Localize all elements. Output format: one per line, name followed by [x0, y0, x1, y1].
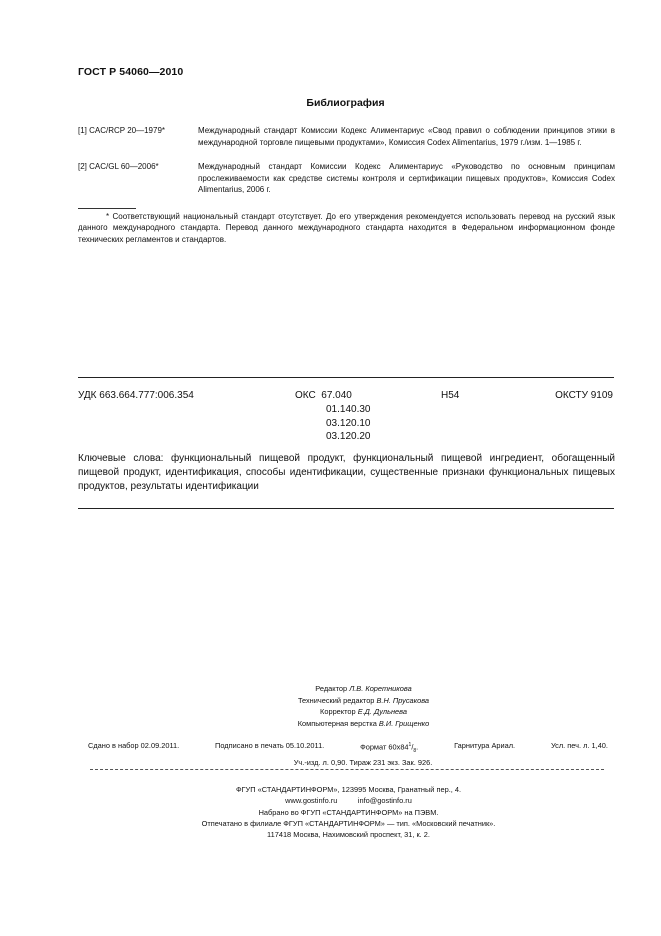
group-code: Н54 [441, 390, 460, 401]
footnote: * Соответствующий национальный стандарт отсутствует. До его утверждения рекомендуется использовать перевод на русский язык данного международного стандарта. Перевод данного международного стандарта находится в Федеральном информационном фонде технических регламентов и стандартов. [78, 212, 615, 244]
oks-label [295, 389, 352, 403]
imprint-submitted: Сдано в набор 02.09.2011. [88, 741, 180, 750]
bibliography-entry [78, 161, 615, 196]
reference-text: Международный стандарт Комиссии Кодекс Алиментариус «Руководство по основным принципам прослеживаемости как средстве системы контроля и сертификации пищевых продуктов», Комиссия Codex Alimentarius, 2006 г. [198, 162, 615, 195]
dashed-divider [90, 769, 604, 770]
credit-role: Компьютерная верстка [297, 718, 377, 728]
bibliography-title: Библиография [306, 97, 385, 109]
oks-code: 01.140.30 [326, 404, 371, 415]
oks-codes-list [326, 403, 371, 444]
publisher-line: ФГУП «СТАНДАРТИНФОРМ», 123995 Москва, Гранатный пер., 4. [235, 785, 462, 794]
reference-text: Международный стандарт Комиссии Кодекс Алиментариус «Свод правил о соблюдении принципов этики в международной торговле пищевыми продуктами», Комиссия Codex Alimentarius, 1979 г./изм. 1—1985 г. [198, 126, 615, 147]
credit-role: Технический редактор [297, 695, 375, 705]
okstu-code: ОКСТУ 9109 [555, 390, 613, 401]
publisher-line: Набрано во ФГУП «СТАНДАРТИНФОРМ» на ПЭВМ. [258, 807, 439, 817]
credit-name: В.Н. Прусакова [376, 695, 430, 705]
format-numerator: 1 [408, 742, 412, 748]
imprint-font: Гарнитура Ариал. [454, 741, 516, 750]
udk-code: УДК 663.664.777:006.354 [78, 390, 194, 401]
imprint-signed: Подписано в печать 05.10.2011. [215, 741, 325, 750]
keywords: Ключевые слова: функциональный пищевой продукт, функциональный пищевой ингредиент, обогащенный пищевой продукт, идентификация, способы идентификации, существенные признаки функциональных пищевых продуктов, результаты идентификации [78, 453, 615, 493]
format-denominator: 8 [413, 747, 417, 754]
publisher-block [0, 784, 661, 840]
format-suffix: . [416, 742, 419, 752]
divider-line [78, 508, 614, 509]
oks-code: 03.120.10 [326, 417, 371, 429]
reference-code: [1] CAC/RCP 20—1979* [78, 126, 166, 135]
credit-line [66, 706, 661, 718]
oks-code: 03.120.20 [326, 431, 371, 442]
imprint-block [88, 740, 608, 768]
credit-line [66, 683, 661, 695]
bibliography-entry [78, 125, 615, 148]
credit-line [66, 718, 661, 730]
credit-name: Л.В. Коретникова [349, 684, 412, 693]
credit-name: В.И. Грищенко [378, 718, 430, 728]
reference-code: [2] CAC/GL 60—2006* [78, 162, 159, 171]
document-header: ГОСТ Р 54060—2010 [78, 66, 184, 78]
credit-role: Корректор [320, 707, 356, 716]
publisher-line: Отпечатано в филиале ФГУП «СТАНДАРТИНФОРМ» — тип. «Московский печатник». [201, 818, 496, 828]
credit-line [66, 695, 661, 707]
publisher-line: www.gostinfo.ru info@gostinfo.ru [285, 796, 412, 806]
imprint-format: Формат $60х84^1/_8$. [360, 742, 419, 754]
credit-name: Е.Д. Дульнева [357, 707, 407, 716]
divider-line [78, 377, 614, 378]
credit-role: Редактор [315, 684, 348, 693]
oks-code: 67.040 [321, 390, 352, 401]
format-text: Формат 60х84 [360, 742, 409, 752]
imprint-row-2: Уч.-изд. л. 0,90. Тираж 231 экз. Зак. 926. [293, 757, 433, 767]
publisher-line: 117418 Москва, Нахимовский проспект, 31, к. 2. [267, 830, 430, 840]
oks-label-text: ОКС [295, 390, 316, 401]
footnote-divider [78, 208, 136, 209]
credits-block [0, 683, 661, 729]
imprint-sheets: Усл. печ. л. 1,40. [550, 741, 608, 750]
imprint-row [88, 740, 608, 757]
